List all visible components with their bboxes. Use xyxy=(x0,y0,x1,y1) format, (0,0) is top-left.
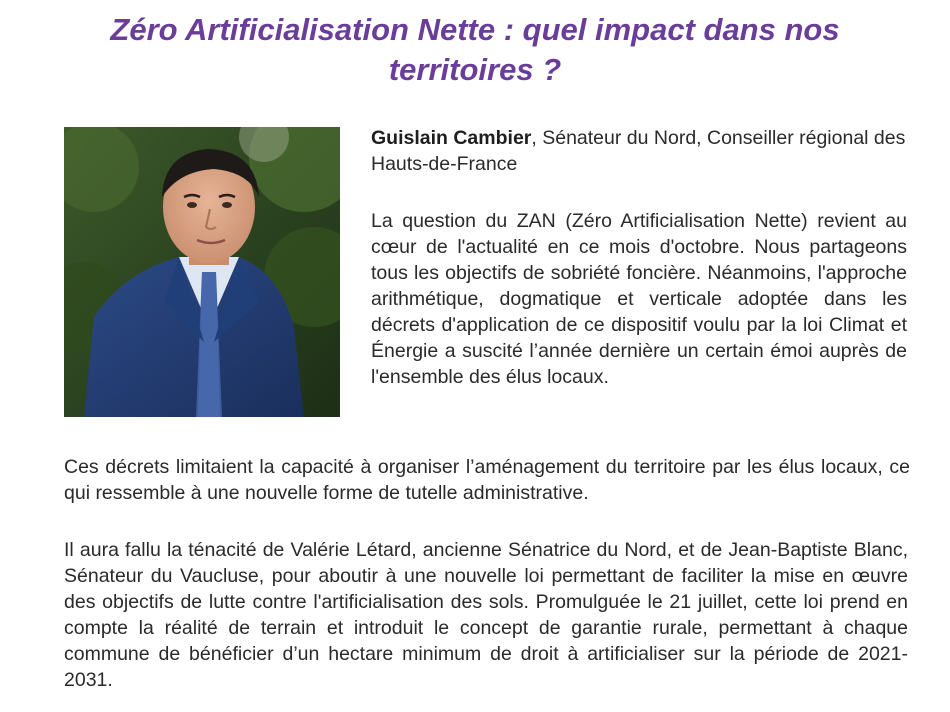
author-name: Guislain Cambier xyxy=(371,127,532,149)
paragraph-3: Il aura fallu la ténacité de Valérie Létard, ancienne Sénatrice du Nord, et de Jean-Baptiste Blanc, Sénateur du Vaucluse, pour aboutir à une nouvelle loi permettant de faciliter la mise en œuvre des objectifs de lutte contre l'artificialisation des sols. Promulguée le 21 juillet, cette loi prend en compte la réalité de terrain et introduit le concept de garantie rurale, permettant à chaque commune de bénéficier d’un hectare minimum de droit à artificialiser sur la période de 2021-2031. xyxy=(64,539,908,691)
author-photo xyxy=(64,127,340,417)
article-title: Zéro Artificialisation Nette : quel impact dans nos territoires ? xyxy=(110,12,840,87)
paragraph-2: Ces décrets limitaient la capacité à organiser l’aménagement du territoire par les élus locaux, ce qui ressemble à une nouvelle forme de tutelle administrative. xyxy=(64,456,910,504)
author-role: , Sénateur du Nord, Conseiller régional des Hauts-de-France xyxy=(371,127,906,175)
paragraph-1: La question du ZAN (Zéro Artificialisation Nette) revient au cœur de l'actualité en ce mois d'octobre. Nous partageons tous les objectifs de sobriété foncière. Néanmoins, l'approche arithmétique, dogmatique et verticale adoptée dans les décrets d'application de ce dispositif voulu par la loi Climat et Énergie a suscité l’année dernière un certain émoi auprès de l'ensemble des élus locaux. xyxy=(371,210,907,388)
author-line xyxy=(371,125,911,177)
